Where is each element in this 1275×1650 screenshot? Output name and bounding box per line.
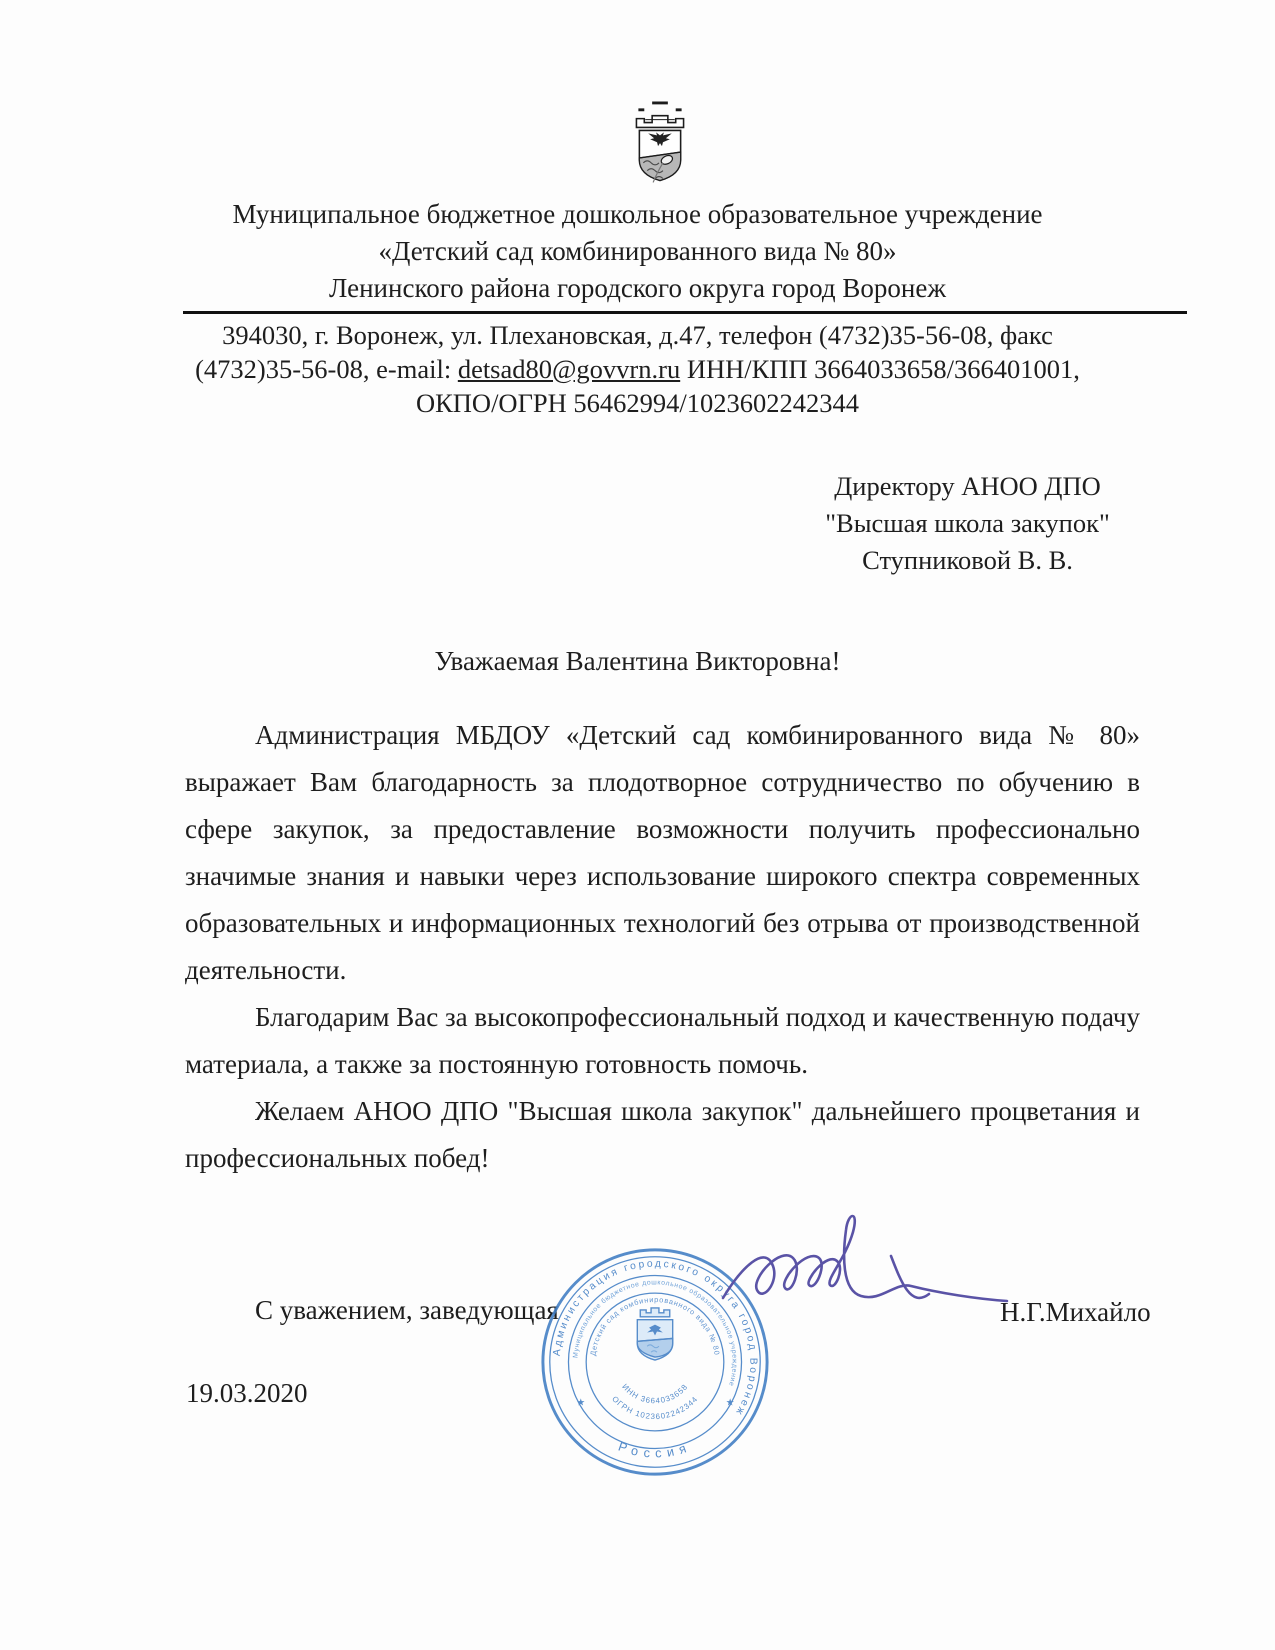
letter-date: 19.03.2020 — [186, 1378, 308, 1408]
voronezh-coat-of-arms-icon — [614, 98, 706, 208]
stamp-middle-text: Муниципальное бюджетное дошкольное образовательное учреждение — [572, 1279, 738, 1388]
org-line-1: Муниципальное бюджетное дошкольное образовательное учреждение — [232, 199, 1043, 229]
letterhead-divider — [183, 311, 1187, 314]
svg-text:ИНН 3664033658 — [620, 1382, 689, 1405]
signatory-name: Н.Г.Михайло — [1000, 1297, 1151, 1327]
stamp-outer-text: Администрация городского округа город Воронеж — [551, 1258, 759, 1419]
body-paragraph-3: Желаем АНОО ДПО "Высшая школа закупок" дальнейшего процветания и профессиональных побед! — [185, 1096, 1140, 1173]
recipient-block — [800, 468, 1135, 579]
stamp-coat-of-arms-icon — [637, 1308, 672, 1360]
svg-text:★: ★ — [576, 1397, 586, 1409]
closing-line: С уважением, заведующая — [255, 1295, 559, 1325]
contact-line-2-suffix: ИНН/КПП 3664033658/366401001, — [680, 354, 1080, 384]
svg-text:Россия — [616, 1439, 693, 1461]
stamp-ogrn-text: ОГРН 1023602242344 — [610, 1394, 700, 1422]
handwritten-signature-icon — [715, 1198, 1015, 1333]
contact-line-3: ОКПО/ОГРН 56462994/1023602242344 — [415, 388, 860, 418]
svg-text:★: ★ — [725, 1397, 735, 1409]
recipient-person: Ступниковой В. В. — [862, 545, 1073, 575]
recipient-title: Директору АНОО ДПО — [834, 471, 1101, 501]
letter-body — [185, 712, 1140, 1182]
letterhead-org-block — [90, 196, 1185, 307]
org-line-2: «Детский сад комбинированного вида № 80» — [378, 236, 897, 266]
org-line-3: Ленинского района городского округа город Воронеж — [329, 273, 946, 303]
email-text: detsad80@govvrn.ru — [457, 354, 681, 384]
contact-line-2-prefix: (4732)35-56-08, e-mail: — [195, 354, 458, 384]
contact-line-1: 394030, г. Воронеж, ул. Плехановская, д.47, телефон (4732)35-56-08, факс — [222, 320, 1053, 350]
stamp-inn-text: ИНН 3664033658 — [620, 1382, 690, 1406]
recipient-org: "Высшая школа закупок" — [825, 508, 1110, 538]
letterhead-contact-block — [90, 318, 1185, 420]
salutation: Уважаемая Валентина Викторовна! — [434, 646, 841, 676]
stamp-country-text: Россия — [616, 1438, 694, 1461]
contact-line-2 — [90, 352, 1185, 386]
body-paragraph-2: Благодарим Вас за высокопрофессиональный подход и качественную подачу материала, а также за постоянную готовность помочь. — [185, 1002, 1140, 1079]
body-paragraph-1: Администрация МБДОУ «Детский сад комбинированного вида № 80» выражает Вам благодарность за плодотворное сотрудничество по обучению в сфере закупок, за предоставление возможности получить профессионально значимые знания и навыки через использование широкого спектра современных образовательных и информационных технологий без отрыва от производственной деятельности. — [185, 720, 1140, 985]
stamp-inner-text: Детский сад комбинированного вида № 80 — [588, 1294, 722, 1357]
